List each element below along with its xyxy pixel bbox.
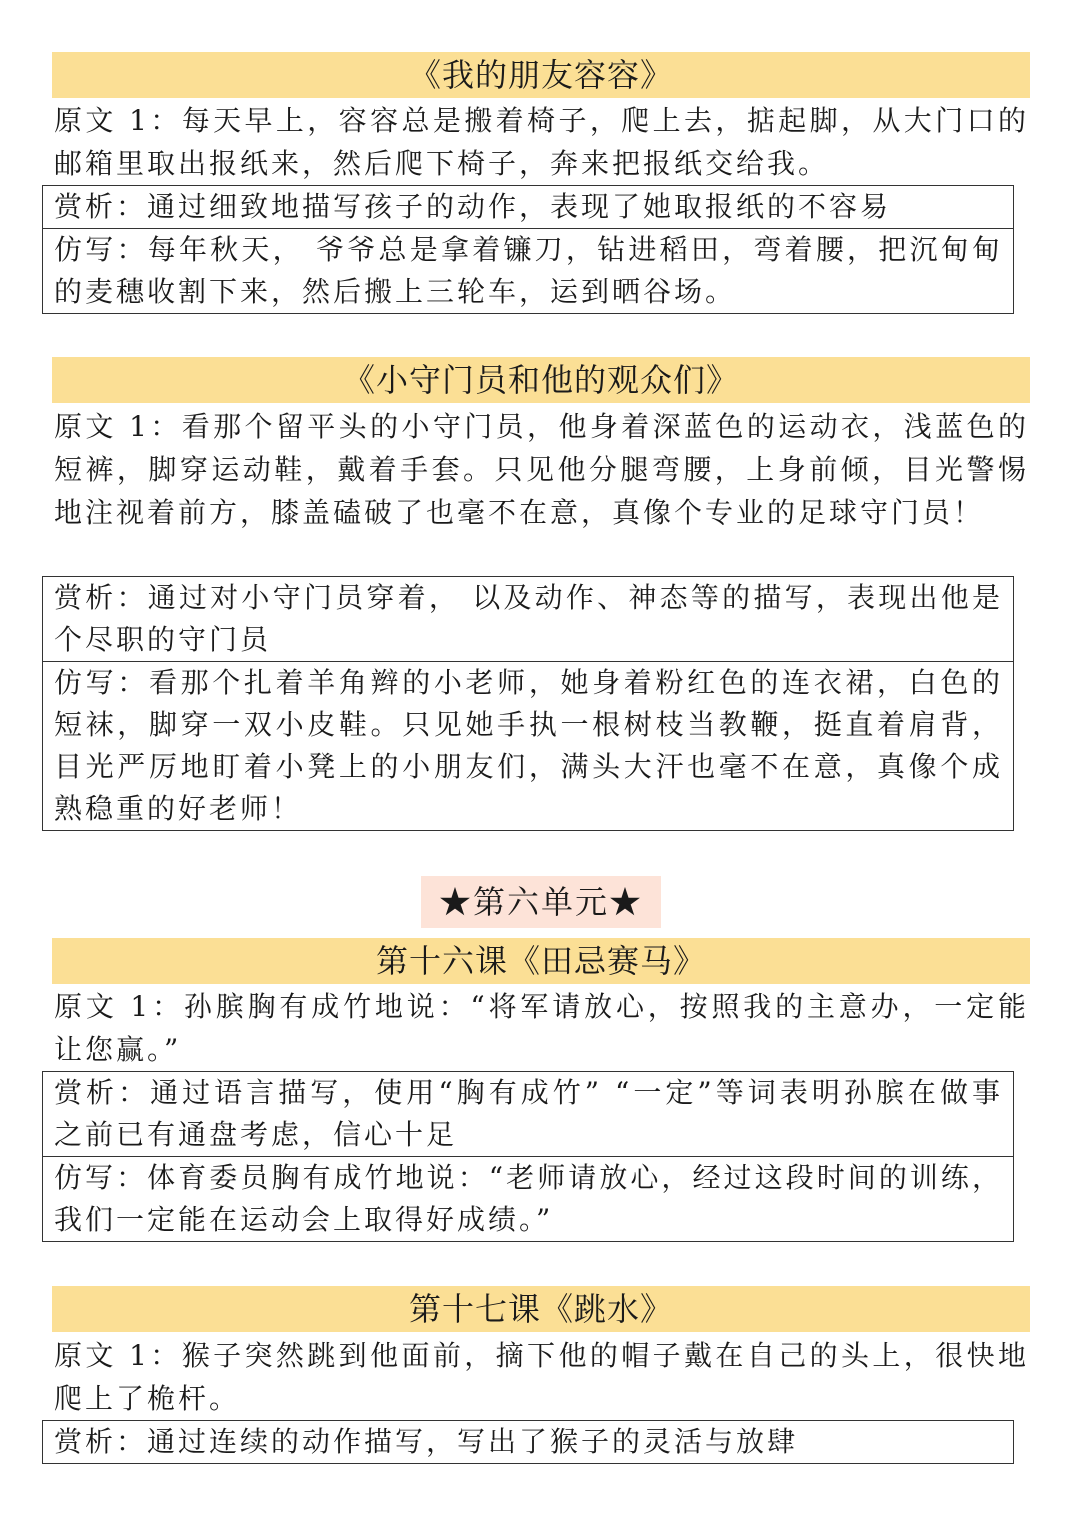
- analysis-box-3: [42, 1071, 1014, 1242]
- original-text-4: 原文 1：猴子突然跳到他面前，摘下他的帽子戴在自己的头上，很快地爬上了桅杆。: [54, 1339, 1029, 1415]
- lesson-title-4: 第十七课《跳水》: [52, 1286, 1030, 1332]
- original-text-3: 原文 1：孙膑胸有成竹地说：“将军请放心，按照我的主意办，一定能让您赢。”: [54, 990, 1029, 1066]
- analysis-box-2: [42, 576, 1014, 831]
- analysis-text-2: 赏析：通过对小守门员穿着， 以及动作、神态等的描写，表现出他是个尽职的守门员: [54, 581, 1003, 656]
- original-text-2: 原文 1：看那个留平头的小守门员，他身着深蓝色的运动衣，浅蓝色的短裤，脚穿运动鞋，戴着手套。只见他分腿弯腰，上身前倾，目光警惕地注视着前方，膝盖磕破了也毫不在意，真像个专业的足球守门员！: [54, 410, 1029, 529]
- analysis-text-1: 赏析：通过细致地描写孩子的动作，表现了她取报纸的不容易: [54, 190, 892, 223]
- original-text-1: 原文 1：每天早上，容容总是搬着椅子，爬上去，掂起脚，从大门口的邮箱里取出报纸来，然后爬下椅子，奔来把报纸交给我。: [54, 104, 1029, 180]
- lesson-title-3: 第十六课《田忌赛马》: [52, 938, 1030, 984]
- analysis-box-1: [42, 185, 1014, 314]
- imitation-text-3: 仿写：体育委员胸有成竹地说：“老师请放心，经过这段时间的训练，我们一定能在运动会上取得好成绩。”: [43, 1156, 1013, 1241]
- lesson-title-1: 《我的朋友容容》: [52, 52, 1030, 98]
- lesson-title-2: 《小守门员和他的观众们》: [52, 357, 1030, 403]
- analysis-box-4: [42, 1420, 1014, 1464]
- unit-heading: ★第六单元★: [421, 876, 661, 928]
- imitation-text-2: 仿写：看那个扎着羊角辫的小老师，她身着粉红色的连衣裙，白色的短袜，脚穿一双小皮鞋。只见她手执一根树枝当教鞭，挺直着肩背，目光严厉地盯着小凳上的小朋友们，满头大汗也毫不在意，真像个成熟稳重的好老师！: [43, 661, 1013, 830]
- analysis-text-4: 赏析：通过连续的动作描写，写出了猴子的灵活与放肆: [54, 1425, 799, 1458]
- imitation-text-1: 仿写：每年秋天， 爷爷总是拿着镰刀，钻进稻田，弯着腰，把沉甸甸的麦穗收割下来，然后搬上三轮车，运到晒谷场。: [43, 228, 1013, 313]
- analysis-text-3: 赏析：通过语言描写，使用“胸有成竹” “一定”等词表明孙膑在做事之前已有通盘考虑，信心十足: [54, 1076, 1003, 1151]
